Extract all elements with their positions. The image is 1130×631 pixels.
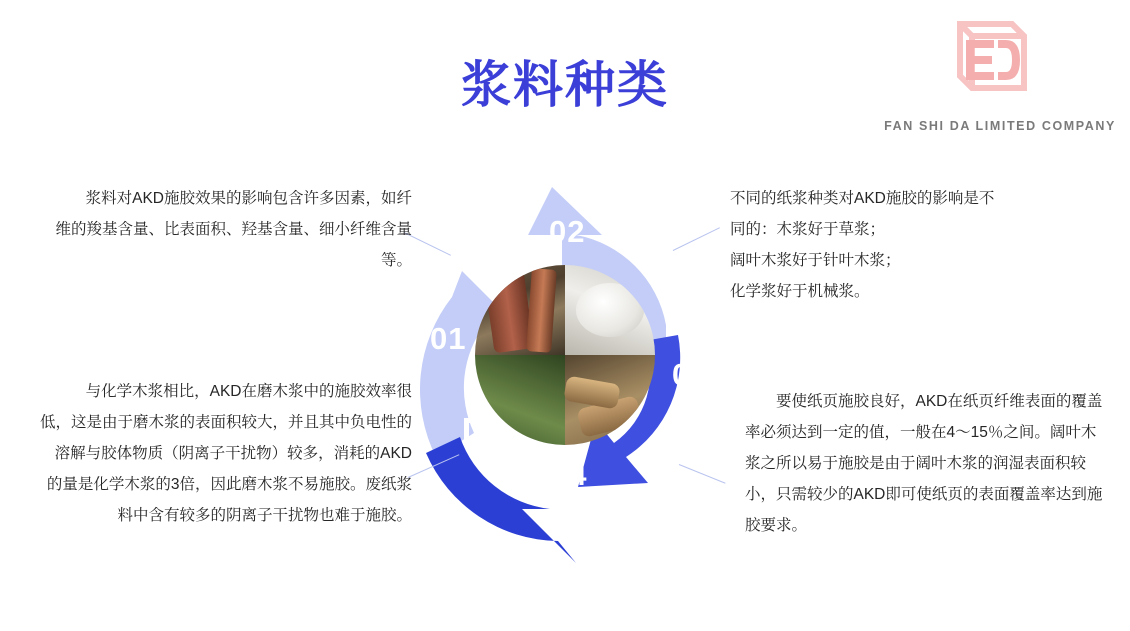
page-title: 浆料种类 — [461, 57, 669, 113]
top-right-line-1: 不同的纸浆种类对AKD施胶的影响是不 — [730, 190, 995, 207]
text-block-bottom-right: 要使纸页施胶良好，AKD在纸页纤维表面的覆盖率必须达到一定的值，一般在4～15％之间。阔叶木浆之所以易于施胶是由于阔叶木浆的润湿表面积较小，只需较少的AKD即可使纸页的表面覆盖率达到施胶要求。 — [745, 393, 1103, 534]
text-block-top-right — [730, 183, 1090, 307]
top-right-line-3: 阔叶木浆好于针叶木浆； — [730, 252, 901, 269]
center-photo — [475, 265, 655, 445]
export-icon — [455, 409, 497, 451]
text-block-top-left: 浆料对AKD施胶效果的影响包含许多因素，如纤维的羧基含量、比表面积、羟基含量、细小纤维含量等。 — [55, 190, 412, 269]
logo-mark-icon — [936, 10, 1032, 106]
step-number-04: 04 — [551, 457, 588, 492]
text-block-bottom-left: 与化学木浆相比，AKD在磨木浆中的施胶效率很低，这是由于磨木浆的表面积较大，并且其中负电性的溶解与胶体物质（阴离子干扰物）较多，消耗的AKD的量是化学木浆的3倍，因此磨木浆不易施胶。废纸浆料中含有较多的阴离子干扰物也难于施胶。 — [40, 383, 413, 524]
company-logo — [866, 10, 1116, 135]
step-number-03: 03 — [672, 357, 709, 392]
step-number-01: 01 — [430, 321, 467, 356]
top-right-line-2: 同的：木浆好于草浆； — [730, 221, 886, 238]
step-number-02: 02 — [549, 214, 586, 249]
company-name: FAN SHI DA LIMITED COMPANY — [884, 119, 1116, 133]
top-right-line-4: 化学浆好于机械浆。 — [730, 283, 870, 300]
